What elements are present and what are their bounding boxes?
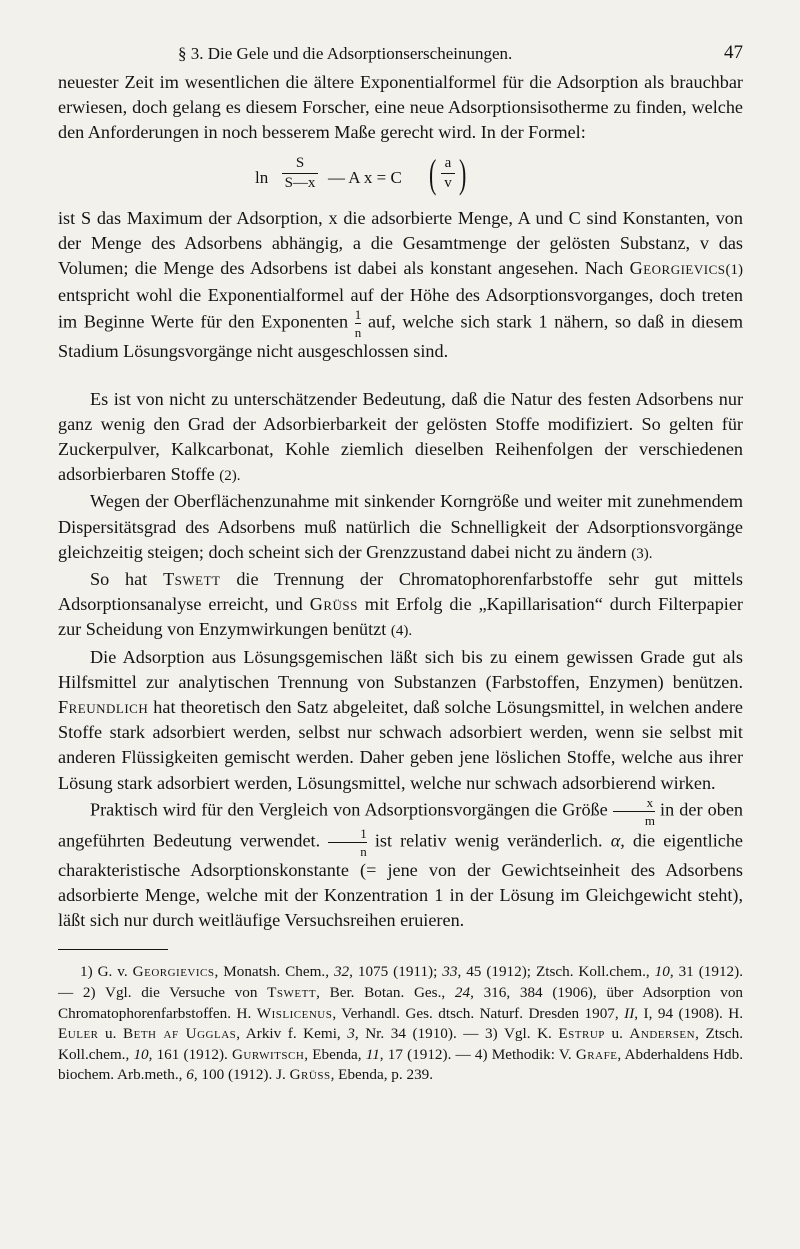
p5-text-c: mit Erfolg die „Kapillarisation“ durch Filterpapier zur Scheidung von Enzymwirkungen benützt: [58, 594, 743, 640]
fn3-text-d: , 161 (1912).: [148, 1045, 228, 1063]
fn2-vol-1: 24: [454, 984, 471, 1002]
footnote-2-marker: 2): [82, 984, 96, 1002]
formula-ln: ln: [255, 167, 269, 187]
author-freundlich: Freundlich: [58, 697, 149, 718]
p2-frac-num: 1: [354, 307, 362, 323]
fn3-text-b: u.: [611, 1025, 623, 1043]
fn2-text-f: u.: [105, 1025, 117, 1043]
fn3-author-1: Estrup: [558, 1025, 605, 1043]
fn3-author-3: Gurwitsch: [231, 1045, 305, 1063]
paragraph-2: [58, 206, 743, 365]
page-number: 47: [724, 42, 743, 63]
p7-frac1-bar: [613, 811, 655, 812]
formula-fraction: [282, 156, 318, 191]
fn2-text-c: , 316, 384 (1906), über Adsorption von Chromatophorenfarbstoffen. H.: [58, 984, 744, 1022]
formula-frac-den: S—x: [284, 174, 316, 191]
p7-fraction-1: [613, 796, 655, 827]
fn2-author-4: Beth af Ugglas: [122, 1025, 237, 1043]
p4-text: Wegen der Oberflächenzunahme mit sinkender Korngröße und weiter mit zunehmendem Dispersitätsgrad des Adsorbens muß natürlich die Schnelligkeit der Adsorptionsvorgänge gleichzeitig steigen; doch scheint sich der Grenzzustand dabei nicht zu ändern: [58, 491, 743, 562]
fn2-text-e: , I, 94 (1908). H.: [634, 1004, 744, 1022]
formula-paren-open: (: [428, 150, 437, 196]
fn2-text-d: , Verhandl. Ges. dtsch. Naturf. Dresden 1907,: [332, 1004, 619, 1022]
author-tswett: Tswett: [163, 569, 221, 590]
paragraph-1: neuester Zeit im wesentlichen die ältere Exponentialformel für die Adsorption als brauchbar erwiesen, doch gelang es diesem Forscher, eine neue Adsorptionsisotherme zu finden, welche den Anforderungen in noch besserem Maße gerecht wird. In der Formel:: [58, 72, 743, 143]
fn2-text-g: , Arkiv f. Kemi,: [236, 1025, 341, 1043]
fn2-author-1: Tswett: [267, 984, 317, 1002]
fn2-author-2: Wislicenus: [256, 1004, 333, 1022]
fn1-text-b: , Monatsh. Chem.,: [214, 963, 329, 981]
ref-2: (2).: [219, 468, 241, 485]
fn2-author-3: Euler: [58, 1025, 99, 1043]
footnote-rule: [58, 949, 168, 950]
formula-middle: — A x = C: [328, 167, 402, 187]
fn1-text-c: , 1075 (1911);: [349, 963, 438, 981]
fn1-vol-1: 32: [333, 963, 350, 981]
fn3-vol-2: 11: [365, 1045, 380, 1063]
p5-text-a: So hat: [90, 569, 148, 590]
formula-paren-bar: [441, 173, 455, 174]
fn4-text-d: , Ebenda, p. 239.: [330, 1066, 434, 1084]
paragraph-5: [58, 567, 743, 645]
p5-text-b: die Trennung der Chromatophorenfarbstoffe sehr gut mittels Adsorptionsanalyse erreicht, und: [58, 569, 744, 615]
fn4-text-a: Methodik: V.: [491, 1045, 572, 1063]
p2-text-a: ist S das Maximum der Adsorption, x die adsorbierte Menge, A und C sind Konstanten, von der Menge des Adsorbens abhängig, a die Gesamtmenge der gelösten Substanz, v das Volumen; die Menge des Adsorbens ist dabei als konstant angesehen. Nach: [58, 207, 743, 279]
p7-text-a: Praktisch wird für den Vergleich von Adsorptionsvorgängen die Größe: [90, 799, 608, 820]
p2-text-c: auf, welche sich stark 1 nähern, so daß in diesem Stadium Lösungsvorgänge nicht ausgeschlossen sind.: [58, 312, 744, 362]
p7-text-c: ist relativ wenig veränderlich.: [374, 830, 603, 851]
fn3-author-2: Andersen: [629, 1025, 696, 1043]
ref-3: (3).: [631, 545, 653, 562]
fn3-text-e: , Ebenda,: [304, 1045, 362, 1063]
fn2-text-b: , Ber. Botan. Ges.,: [316, 984, 446, 1002]
fn1-author: Georgievics: [132, 963, 215, 981]
p2-frac-den: n: [354, 325, 362, 341]
p2-text-b: entspricht wohl die Exponentialformel auf der Höhe des Adsorptionsvorganges, doch treten im Beginne Werte für den Exponenten: [58, 285, 743, 333]
author-gruess: Grüss: [309, 594, 358, 615]
fn1-vol-3: 10: [654, 963, 670, 981]
fn2-vol-2: II: [624, 1004, 635, 1022]
paragraph-3: [58, 387, 743, 490]
formula-frac-bar: [282, 173, 318, 174]
fn2-text-a: Vgl. die Versuche von: [105, 984, 258, 1002]
p6-text-a: Die Adsorption aus Lösungsgemischen läßt sich bis zu einem gewissen Grade gut als Hilfsmittel zur analytischen Trennung von Substanzen (Farbstoffen, Enzymen) benützen.: [58, 646, 743, 692]
fn2-text-h: , Nr. 34 (1910). —: [354, 1025, 479, 1043]
author-georgievics: Georgievics: [629, 258, 726, 279]
fn1-text-a: G. v.: [97, 963, 128, 981]
formula-paren-num: a: [444, 154, 452, 171]
footnote-3-marker: 3): [485, 1025, 498, 1043]
formula-paren-fraction: [441, 156, 455, 191]
p7-frac1-den: m: [644, 812, 655, 828]
paragraph-4: [58, 489, 743, 567]
fn4-text-b: , Abderhaldens Hdb. biochem. Arb.meth.,: [58, 1045, 743, 1084]
p7-frac2-bar: [328, 842, 367, 843]
formula: [58, 148, 743, 206]
ref-1: (1): [725, 262, 743, 279]
fn4-vol-1: 6: [186, 1066, 194, 1084]
footnotes: [58, 962, 743, 1086]
fn2-vol-3: 3: [347, 1025, 355, 1043]
p7-text-b: in der oben angeführten Bedeutung verwendet.: [58, 799, 743, 851]
p7-alpha: α,: [610, 830, 625, 851]
formula-frac-num: S: [295, 154, 305, 171]
p7-text-d: die eigentliche charakteristische Adsorptionskonstante (= jene von der Gewichtseinheit des Adsorbens adsorbierte Menge, welche mit der Konzentration 1 in der Lösung im Gleichgewicht steht), läßt sich nur durch weitläufige Versuchsreihen eruieren.: [58, 830, 743, 931]
paragraph-6: [58, 645, 743, 796]
p7-fraction-2: [328, 827, 367, 858]
fn3-text-a: Vgl. K.: [503, 1025, 552, 1043]
document-page: [58, 40, 743, 1086]
footnote-1-marker: 1): [80, 963, 93, 981]
formula-paren-close: ): [458, 150, 467, 196]
p3-text: Es ist von nicht zu unterschätzender Bedeutung, daß die Natur des festen Adsorbens nur ganz wenig den Grad der Adsorbierbarkeit der gelösten Stoffe modifiziert. So gelten für Zuckerpulver, Kalkcarbonat, Kohle ziemlich dieselben Reihenfolgen der verschiedenen adsorbierbaren Stoffe: [58, 388, 743, 485]
ref-4: (4).: [390, 623, 413, 640]
p6-text-b: hat theoretisch den Satz abgeleitet, daß solche Lösungsmittel, in welchen andere Stoffe stark adsorbiert werden, selbst nur schwach adsorbiert werden, wenn sie selbst mit anderen Flüssigkeiten gemischt werden. Daher geben jene löslichen Stoffe, welche aus ihrer Lösung stark adsorbiert werden, Lösungsmittel, welche nur schwach adsorbierend wirken.: [58, 697, 744, 793]
p7-frac1-num: x: [646, 794, 654, 810]
fn3-text-f: , 17 (1912). —: [379, 1045, 471, 1063]
fn1-text-d: , 45 (1912); Ztsch. Koll.chem.,: [457, 963, 650, 981]
section-gap: [58, 365, 743, 387]
fn1-text-e: , 31 (1912). —: [58, 963, 743, 1002]
p7-frac2-den: n: [360, 843, 367, 859]
footnote-4-marker: 4): [474, 1045, 488, 1063]
fn4-author-1: Grafe: [575, 1045, 618, 1063]
header-title: § 3. Die Gele und die Adsorptionserscheinungen.: [178, 44, 513, 63]
running-header: [58, 40, 743, 70]
p2-frac-bar: [355, 323, 362, 324]
fn3-vol-1: 10: [133, 1045, 149, 1063]
formula-paren-den: v: [444, 174, 452, 191]
p2-fraction: [355, 308, 362, 339]
fn3-text-c: , Ztsch. Koll.chem.,: [58, 1025, 743, 1063]
fn1-vol-2: 33: [442, 963, 458, 981]
fn4-author-2: Grüss: [289, 1066, 331, 1084]
paragraph-7: [58, 796, 743, 934]
fn4-text-c: , 100 (1912). J.: [193, 1066, 286, 1084]
p7-frac2-num: 1: [360, 825, 367, 841]
